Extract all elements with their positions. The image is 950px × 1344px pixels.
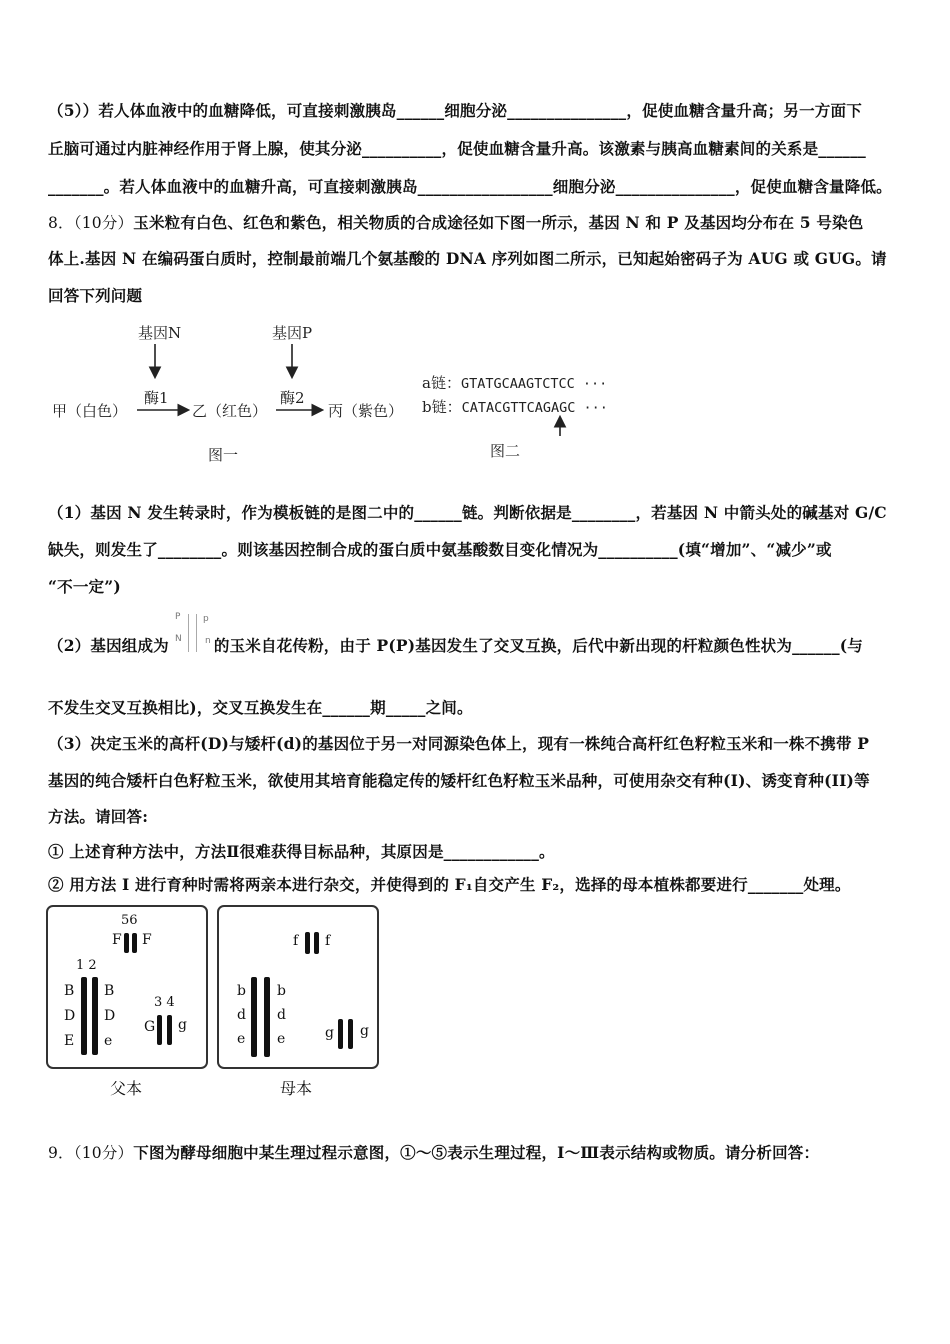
father-chromosome-4	[167, 1015, 172, 1045]
q7-line-2: 丘脑可通过内脏神经作用于肾上腺，使其分泌__________，促使血糖含量升高。该激素与胰高血糖素间的关系是______	[48, 139, 867, 158]
q8-number: 8．（10分）	[48, 214, 134, 232]
jia-white-label: 甲（白色）	[52, 402, 128, 420]
strand-a-sequence: GTATGCAAGTCTCC ···	[460, 376, 608, 392]
p1-line-2: 缺失，则发生了________。则该基因控制合成的蛋白质中氨基酸数目变化情况为__________(填“增加”、“减少”或	[48, 540, 832, 559]
genotype-line-1	[188, 614, 189, 652]
strand-b-sequence: CATACGTTCAGAGC ···	[461, 400, 608, 416]
father-b-right: B	[104, 983, 115, 999]
genotype-n-lower: n	[205, 636, 211, 646]
mother-chromosome-1	[251, 977, 257, 1057]
p2-prefix: （2）基因组成为	[48, 636, 169, 655]
p3-line-1: （3）决定玉米的高杆(D)与矮杆(d)的基因位于另一对同源染色体上，现有一株纯合高杆红色籽粒玉米和一株不携带 P	[48, 734, 870, 753]
father-chromosome-5	[124, 933, 129, 953]
mother-chromosome-2	[264, 977, 270, 1057]
genotype-figure	[175, 612, 215, 654]
father-d-right: D	[104, 1008, 116, 1024]
mother-f-right: f	[325, 933, 331, 949]
p3-line-3: 方法。请回答:	[48, 807, 149, 826]
q9-number: 9．（10分）	[48, 1144, 134, 1162]
mother-g-left: g	[325, 1025, 334, 1041]
mother-caption: 母本	[280, 1079, 313, 1098]
father-b-left: B	[64, 983, 75, 999]
father-chromosome-6	[132, 933, 137, 953]
strand-a	[422, 372, 607, 393]
q8-line-3: 回答下列问题	[48, 286, 143, 305]
father-chromosome-2	[92, 977, 98, 1055]
strand-a-label: a链：	[422, 374, 461, 392]
father-chr-numbers-56: 56	[121, 913, 138, 928]
father-chr-numbers-34: 3 4	[154, 995, 175, 1010]
mother-e-left: e	[237, 1031, 246, 1047]
father-caption: 父本	[110, 1079, 143, 1098]
p3-line-2: 基因的纯合矮杆白色籽粒玉米，欲使用其培育能稳定传的矮杆红色籽粒玉米品种，可使用杂交有种(I)、诱变育种(II)等	[48, 771, 870, 790]
mother-chromosome-5	[305, 932, 310, 954]
p2-line-2: 不发生交叉互换相比)，交叉互换发生在______期_____之间。	[48, 698, 473, 717]
father-g-lower: g	[178, 1017, 187, 1033]
genotype-line-2	[196, 614, 197, 652]
p3-item-1: ① 上述育种方法中，方法Ⅱ很难获得目标品种，其原因是____________。	[48, 842, 555, 861]
genotype-p-lower: p	[203, 614, 209, 624]
strand-b-label: b链：	[422, 398, 462, 416]
yi-red-label: 乙（红色）	[192, 402, 268, 420]
father-chromosome-1	[81, 977, 87, 1055]
enzyme-1-label: 酶1	[144, 389, 169, 407]
q7-line-1: （5））若人体血液中的血糖降低，可直接刺激胰岛______细胞分泌_______________，促使血糖含量升高；另一方面下	[48, 101, 862, 120]
father-e-lower-right: e	[104, 1033, 113, 1049]
father-chr-numbers-12: 1 2	[76, 958, 97, 973]
p1-line-3: “不一定”)	[48, 577, 121, 596]
mother-g-right: g	[360, 1023, 369, 1039]
q8-text-1: 玉米粒有白色、红色和紫色，相关物质的合成途径如下图一所示，基因 N 和 P 及基因均分布在 5 号染色	[133, 213, 864, 232]
figure-2-caption: 图二	[490, 442, 521, 460]
p2-suffix: 的玉米自花传粉，由于 P(P)基因发生了交叉互换，后代中新出现的杆粒颜色性状为______(与	[213, 636, 864, 655]
father-f-left: F	[112, 932, 122, 948]
father-f-right: F	[142, 932, 152, 948]
q9-line-1	[48, 1142, 908, 1164]
father-chromosome-box	[46, 905, 208, 1069]
bing-purple-label: 丙（紫色）	[328, 402, 404, 420]
q7-line-3: _______。若人体血液中的血糖升高，可直接刺激胰岛_________________细胞分泌_______________，促使血糖含量降低。	[48, 177, 892, 196]
enzyme-2-label: 酶2	[280, 389, 305, 407]
father-e-left: E	[64, 1033, 75, 1049]
father-d-left: D	[64, 1008, 76, 1024]
father-chromosome-3	[157, 1015, 162, 1045]
strand-b	[422, 396, 608, 417]
mother-b-right: b	[277, 983, 286, 999]
mother-chromosome-4	[348, 1019, 353, 1049]
mother-chromosome-6	[314, 932, 319, 954]
father-g-upper: G	[144, 1019, 156, 1035]
genotype-n-upper: N	[175, 634, 182, 644]
p3-item-2: ② 用方法 I 进行育种时需将两亲本进行杂交，并使得到的 F₁自交产生 F₂，选择的母本植株都要进行_______处理。	[48, 875, 851, 894]
mother-d-right: d	[277, 1007, 286, 1023]
mother-b-left: b	[237, 983, 246, 999]
gene-n-label: 基因N	[138, 324, 182, 342]
mother-d-left: d	[237, 1007, 246, 1023]
mother-chromosome-box	[217, 905, 379, 1069]
figure-1-caption: 图一	[208, 446, 239, 464]
mother-e-right: e	[277, 1031, 286, 1047]
pathway-arrows	[0, 0, 950, 500]
p1-line-1: （1）基因 N 发生转录时，作为模板链的是图二中的______链。判断依据是________，若基因 N 中箭头处的碱基对 G/C	[48, 503, 887, 522]
q9-text: 下图为酵母细胞中某生理过程示意图，①～⑤表示生理过程，Ⅰ～Ⅲ表示结构或物质。请分析回答：	[133, 1143, 820, 1162]
mother-chromosome-3	[338, 1019, 343, 1049]
genotype-p-upper: P	[175, 612, 181, 622]
figure-1-pathway	[0, 0, 950, 500]
q8-line-2: 体上.基因 N 在编码蛋白质时，控制最前端几个氨基酸的 DNA 序列如图二所示，已知起始密码子为 AUG 或 GUG。请	[48, 249, 887, 268]
gene-p-label: 基因P	[272, 324, 313, 342]
mother-f-left: f	[293, 933, 299, 949]
